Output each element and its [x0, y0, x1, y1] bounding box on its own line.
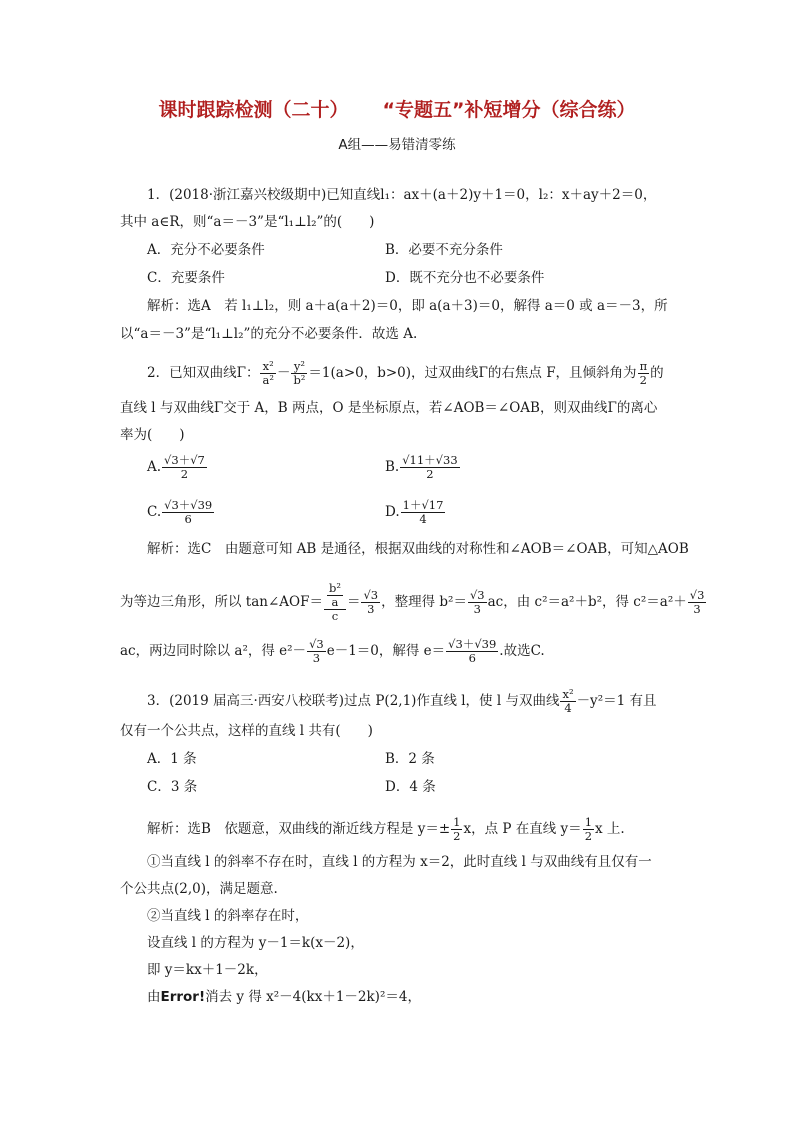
numerator: √3: [363, 588, 379, 602]
fraction: [291, 360, 307, 387]
denominator: a²: [262, 373, 274, 387]
denominator: 4: [419, 512, 427, 526]
q2-stem-line3: 率为( ): [120, 427, 185, 443]
solution-text: .故选C.: [499, 643, 545, 659]
denominator: c: [331, 609, 339, 623]
numerator: x²: [260, 360, 275, 374]
denominator: 2: [453, 829, 461, 843]
denominator: 3: [473, 602, 481, 616]
q3-text: 3．(2019 届高三·西安八校联考)过点 P(2,1)作直线 l，使 l 与双曲线: [147, 693, 560, 709]
denominator: 6: [468, 651, 476, 665]
q1-option-a: A．充分不必要条件: [147, 242, 265, 258]
solution-text: e－1＝0，解得 e＝: [326, 643, 446, 659]
fraction: [638, 360, 650, 387]
numerator: 1: [584, 815, 593, 829]
q2-option-a: [147, 454, 208, 481]
q2-stem-line2: 直线 l 与双曲线Γ交于 A，B 两点，O 是坐标原点，若∠AOB＝∠OAB，则双曲线Γ的离心: [120, 400, 658, 416]
solution-text: ac，两边同时除以 a²，得 e²－: [120, 643, 307, 659]
numerator: x²: [562, 687, 574, 701]
q2-solution-line3: [120, 638, 545, 665]
denominator: 2: [639, 373, 647, 387]
numerator: √3＋√39: [448, 637, 497, 651]
denominator: 3: [312, 651, 321, 665]
numerator: 1＋√17: [402, 498, 444, 512]
q3-case2-line3: [147, 988, 421, 1006]
numerator: 1: [453, 815, 461, 829]
q2-text: 的: [650, 365, 664, 381]
numerator: π: [639, 359, 648, 373]
q2-text: 2．已知双曲线Γ：: [147, 365, 260, 381]
solution-text: 消去 y 得 x²－4(kx＋1－2k)²＝4，: [205, 989, 421, 1005]
q1-solution-line1: 解析：选A 若 l₁⊥l₂，则 a＋a(a＋2)＝0，即 a(a＋3)＝0，解得 a＝0 或 a＝－3，所: [147, 298, 668, 314]
option-label: B.: [385, 459, 400, 475]
fraction: [162, 499, 214, 526]
numerator: √3: [689, 588, 705, 602]
section-subtitle: A组——易错清零练: [338, 137, 456, 153]
numerator: √3＋√39: [164, 498, 213, 512]
fraction: [451, 816, 462, 843]
solution-text: x 上.: [595, 821, 625, 837]
title-left: 课时跟踪检测（二十）: [158, 99, 349, 121]
option-label: A.: [147, 459, 162, 475]
q3-option-c: C．3 条: [147, 779, 198, 795]
q2-solution-line1: 解析：选C 由题意可知 AB 是通径，根据双曲线的对称性和∠AOB＝∠OAB，可知△AOB: [147, 541, 689, 557]
numerator: √3: [309, 637, 324, 651]
denominator: 3: [367, 602, 375, 616]
q3-stem-line1: [147, 688, 656, 715]
q2-text: ＝1(a>0，b>0)，过双曲线Γ的右焦点 F，且倾斜角为: [308, 365, 637, 381]
fraction: [468, 589, 487, 616]
numerator: [324, 582, 346, 610]
q2-option-c: [147, 499, 215, 526]
minus-sign: －: [276, 365, 291, 381]
fraction: [162, 454, 207, 481]
q3-option-d: D．4 条: [385, 779, 436, 795]
fraction: [324, 582, 346, 623]
q3-option-a: A．1 条: [147, 751, 197, 767]
fraction: [583, 816, 594, 843]
q1-option-d: D．既不充分也不必要条件: [385, 270, 545, 286]
q2-option-d: [385, 499, 446, 526]
fraction: [260, 360, 275, 387]
solution-text: 由: [147, 989, 161, 1005]
q3-case1-line1: ①当直线 l 的斜率不存在时，直线 l 的方程为 x＝2，此时直线 l 与双曲线有且仅有一: [147, 854, 652, 870]
q1-solution-line2: 以“a＝－3”是“l₁⊥l₂”的充分不必要条件．故选 A.: [120, 326, 418, 342]
numerator: √3: [469, 588, 485, 602]
solution-text: ，整理得 b²＝: [381, 594, 467, 610]
fraction: [560, 688, 575, 715]
q3-case2-line2: 即 y＝kx＋1－2k，: [147, 962, 268, 978]
error-placeholder: Error!: [160, 989, 206, 1005]
solution-text: 解析：选B 依题意，双曲线的渐近线方程是 y＝±: [147, 821, 451, 837]
denominator: 3: [693, 602, 701, 616]
solution-text: ac，由 c²＝a²＋b²，得 c²＝a²＋: [487, 594, 687, 610]
q3-option-b: B．2 条: [385, 751, 435, 767]
q3-case2-line1: 设直线 l 的方程为 y－1＝k(x－2)，: [147, 935, 364, 951]
denominator: 2: [584, 829, 593, 843]
title-right: “专题五”补短增分（综合练）: [382, 99, 636, 121]
denominator: b²: [293, 373, 306, 387]
q1-stem-line2: 其中 a∈R，则“a＝－3”是“l₁⊥l₂”的( ): [120, 214, 375, 230]
q1-option-c: C．充要条件: [147, 270, 225, 286]
denominator: 4: [564, 701, 572, 715]
fraction: [400, 454, 459, 481]
q3-text: －y²＝1 有且: [576, 693, 657, 709]
numerator: √3＋√7: [164, 453, 205, 467]
solution-text: ＝: [346, 594, 361, 610]
q3-case2: ②当直线 l 的斜率存在时，: [147, 908, 309, 924]
solution-text: 为等边三角形，所以 tan∠AOF＝: [120, 594, 323, 610]
denominator: 6: [184, 512, 192, 526]
page-title: [0, 95, 794, 122]
numerator: √11＋√33: [402, 453, 458, 467]
option-label: D.: [385, 504, 400, 520]
fraction: [446, 638, 498, 665]
q3-case1-line2: 个公共点(2,0)，满足题意.: [120, 881, 278, 897]
denominator: 2: [426, 467, 434, 481]
q3-stem-line2: 仅有一个公共点，这样的直线 l 共有( ): [120, 723, 373, 739]
fraction: [361, 589, 380, 616]
fraction: [401, 499, 446, 526]
q2-solution-line2: [120, 582, 707, 623]
q3-solution-line1: [147, 816, 625, 843]
numerator: y²: [291, 360, 307, 374]
q2-stem-line1: [147, 360, 664, 387]
denominator: 2: [180, 467, 189, 481]
q1-option-b: B．必要不充分条件: [385, 242, 503, 258]
fraction: [327, 582, 343, 609]
fraction: [688, 589, 707, 616]
solution-text: x，点 P 在直线 y＝: [463, 821, 582, 837]
numerator: b²: [328, 581, 341, 595]
option-label: C.: [147, 504, 162, 520]
denominator: a: [331, 595, 339, 609]
fraction: [307, 638, 326, 665]
q2-option-b: [385, 454, 461, 481]
q1-stem-line1: 1．(2018·浙江嘉兴校级期中)已知直线l₁：ax＋(a＋2)y＋1＝0，l₂：x＋ay＋2＝0，: [147, 187, 657, 203]
